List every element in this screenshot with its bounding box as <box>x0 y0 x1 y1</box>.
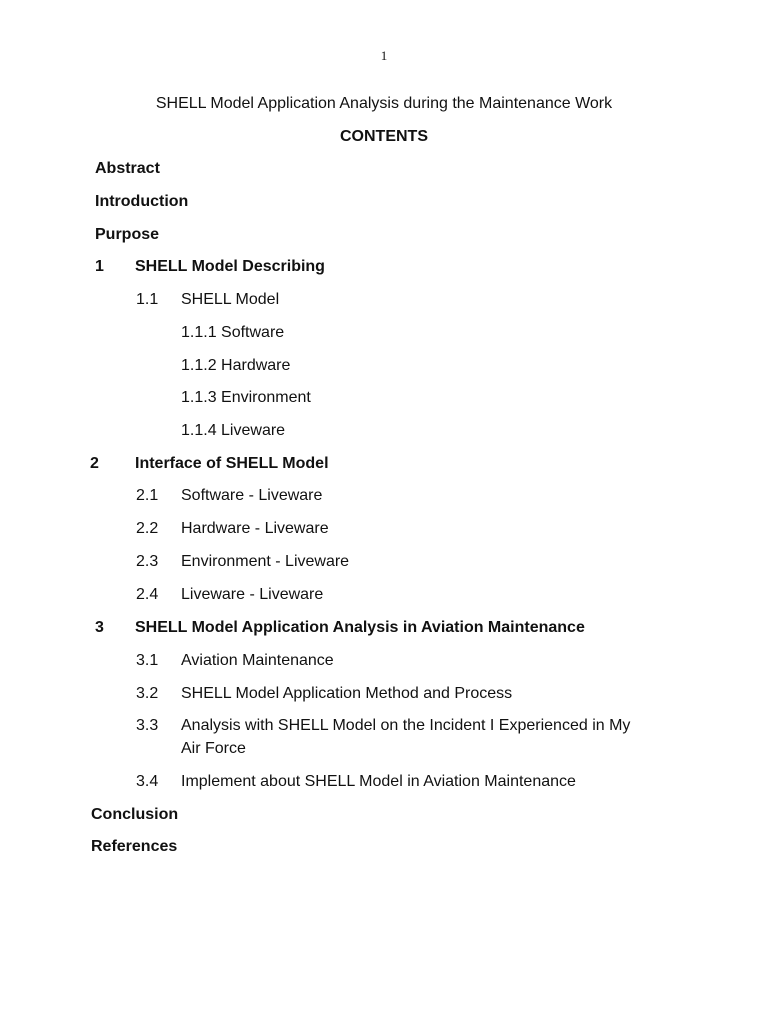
toc-section-number: 1.1 <box>136 291 159 308</box>
toc-purpose: Purpose <box>95 226 160 243</box>
toc-references: References <box>91 838 178 855</box>
toc-section-1-1-3: 1.1.3 Environment <box>181 389 311 406</box>
toc-section-label: Aviation Maintenance <box>181 652 334 669</box>
toc-section-number: 2.1 <box>136 487 159 504</box>
toc-introduction: Introduction <box>95 193 189 210</box>
toc-abstract: Abstract <box>95 160 160 177</box>
toc-section-label: Hardware - Liveware <box>181 520 329 537</box>
toc-section-1-1-4: 1.1.4 Liveware <box>181 422 286 439</box>
toc-section-label: Liveware - Liveware <box>181 586 324 603</box>
toc-section-label: SHELL Model <box>181 291 280 308</box>
toc-section-label: Environment - Liveware <box>181 553 350 570</box>
toc-section-label: Implement about SHELL Model in Aviation Maintenance <box>181 773 576 790</box>
toc-conclusion: Conclusion <box>91 806 179 823</box>
toc-section-label: Interface of SHELL Model <box>135 455 329 472</box>
toc-section-number: 2.2 <box>136 520 159 537</box>
toc-section-number: 3.1 <box>136 652 159 669</box>
toc-section-number: 2.3 <box>136 553 159 570</box>
toc-section-label: SHELL Model Describing <box>135 258 325 275</box>
toc-section-3-3-continuation: Air Force <box>181 740 246 757</box>
toc-section-label: Software - Liveware <box>181 487 323 504</box>
toc-section-number: 3.4 <box>136 773 159 790</box>
toc-section-1-1-1: 1.1.1 Software <box>181 324 285 341</box>
toc-section-label: SHELL Model Application Analysis in Aviation Maintenance <box>135 619 585 636</box>
toc-section-number: 2 <box>90 455 99 472</box>
toc-section-number: 3 <box>95 619 104 636</box>
toc-section-number: 2.4 <box>136 586 159 603</box>
page-number: 1 <box>380 48 388 63</box>
toc-section-label: Analysis with SHELL Model on the Incident I Experienced in My <box>181 717 631 734</box>
toc-section-label: SHELL Model Application Method and Process <box>181 685 513 702</box>
toc-section-1-1-2: 1.1.2 Hardware <box>181 357 291 374</box>
toc-section-number: 3.2 <box>136 685 159 702</box>
contents-heading: CONTENTS <box>340 128 428 145</box>
toc-section-number: 1 <box>95 258 104 275</box>
document-title: SHELL Model Application Analysis during the Maintenance Work <box>155 95 613 112</box>
toc-section-number: 3.3 <box>136 717 159 734</box>
